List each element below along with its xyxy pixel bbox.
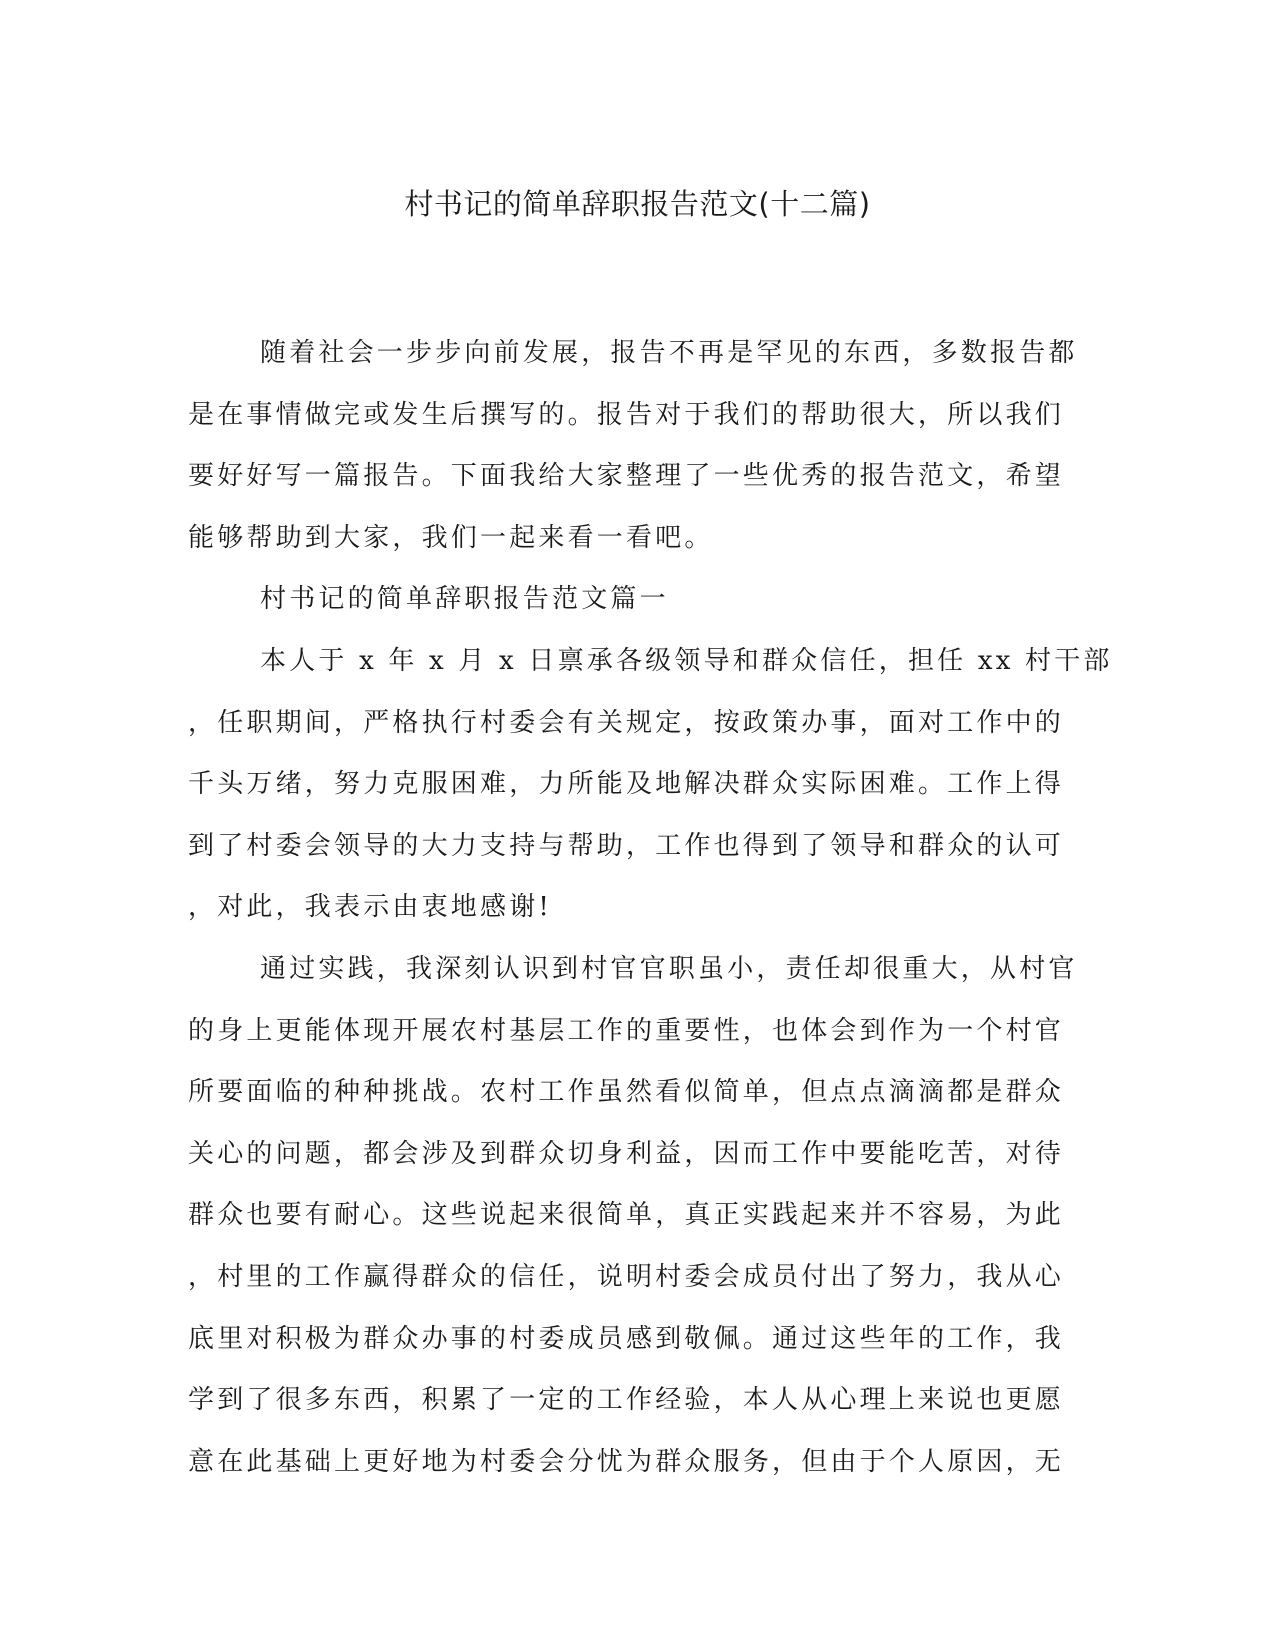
paragraph-line: 能够帮助到大家，我们一起来看一看吧。 [188, 522, 714, 553]
paragraph-line: 随着社会一步步向前发展，报告不再是罕见的东西，多数报告都 [260, 338, 1078, 368]
section-heading: 村书记的简单辞职报告范文篇一 [260, 584, 669, 615]
paragraph-line: 群众也要有耐心。这些说起来很简单，真正实践起来并不容易，为此 [188, 1200, 1065, 1231]
document-title: 村书记的简单辞职报告范文(十二篇) [404, 187, 871, 221]
paragraph-line: 要好好写一篇报告。下面我给大家整理了一些优秀的报告范文，希望 [188, 461, 1065, 492]
paragraph-line: 底里对积极为群众办事的村委成员感到敬佩。通过这些年的工作，我 [188, 1323, 1065, 1354]
paragraph-line: 是在事情做完或发生后撰写的。报告对于我们的帮助很大，所以我们 [188, 399, 1065, 430]
paragraph-line: 到了村委会领导的大力支持与帮助，工作也得到了领导和群众的认可 [188, 830, 1065, 861]
paragraph-line: ，对此，我表示由衷地感谢! [188, 892, 553, 923]
paragraph-line: ，任职期间，严格执行村委会有关规定，按政策办事，面对工作中的 [188, 707, 1065, 738]
paragraph-line: 千头万绪，努力克服困难，力所能及地解决群众实际困难。工作上得 [188, 769, 1065, 800]
paragraph-line: 意在此基础上更好地为村委会分忧为群众服务，但由于个人原因，无 [188, 1446, 1065, 1477]
paragraph-line: 所要面临的种种挑战。农村工作虽然看似简单，但点点滴滴都是群众 [188, 1077, 1065, 1108]
paragraph-line: 通过实践，我深刻认识到村官官职虽小，责任却很重大，从村官 [260, 953, 1078, 984]
document-body [188, 323, 1113, 1493]
paragraph-line: 关心的问题，都会涉及到群众切身利益，因而工作中要能吃苦，对待 [188, 1138, 1065, 1169]
paragraph-line: 学到了很多东西，积累了一定的工作经验，本人从心理上来说也更愿 [188, 1385, 1065, 1416]
paragraph-line: ，村里的工作赢得群众的信任，说明村委会成员付出了努力，我从心 [188, 1261, 1065, 1292]
paragraph-line: 本人于 x 年 x 月 x 日禀承各级领导和群众信任，担任 xx 村干部 [260, 645, 1113, 676]
paragraph-line: 的身上更能体现开展农村基层工作的重要性，也体会到作为一个村官 [188, 1015, 1065, 1046]
